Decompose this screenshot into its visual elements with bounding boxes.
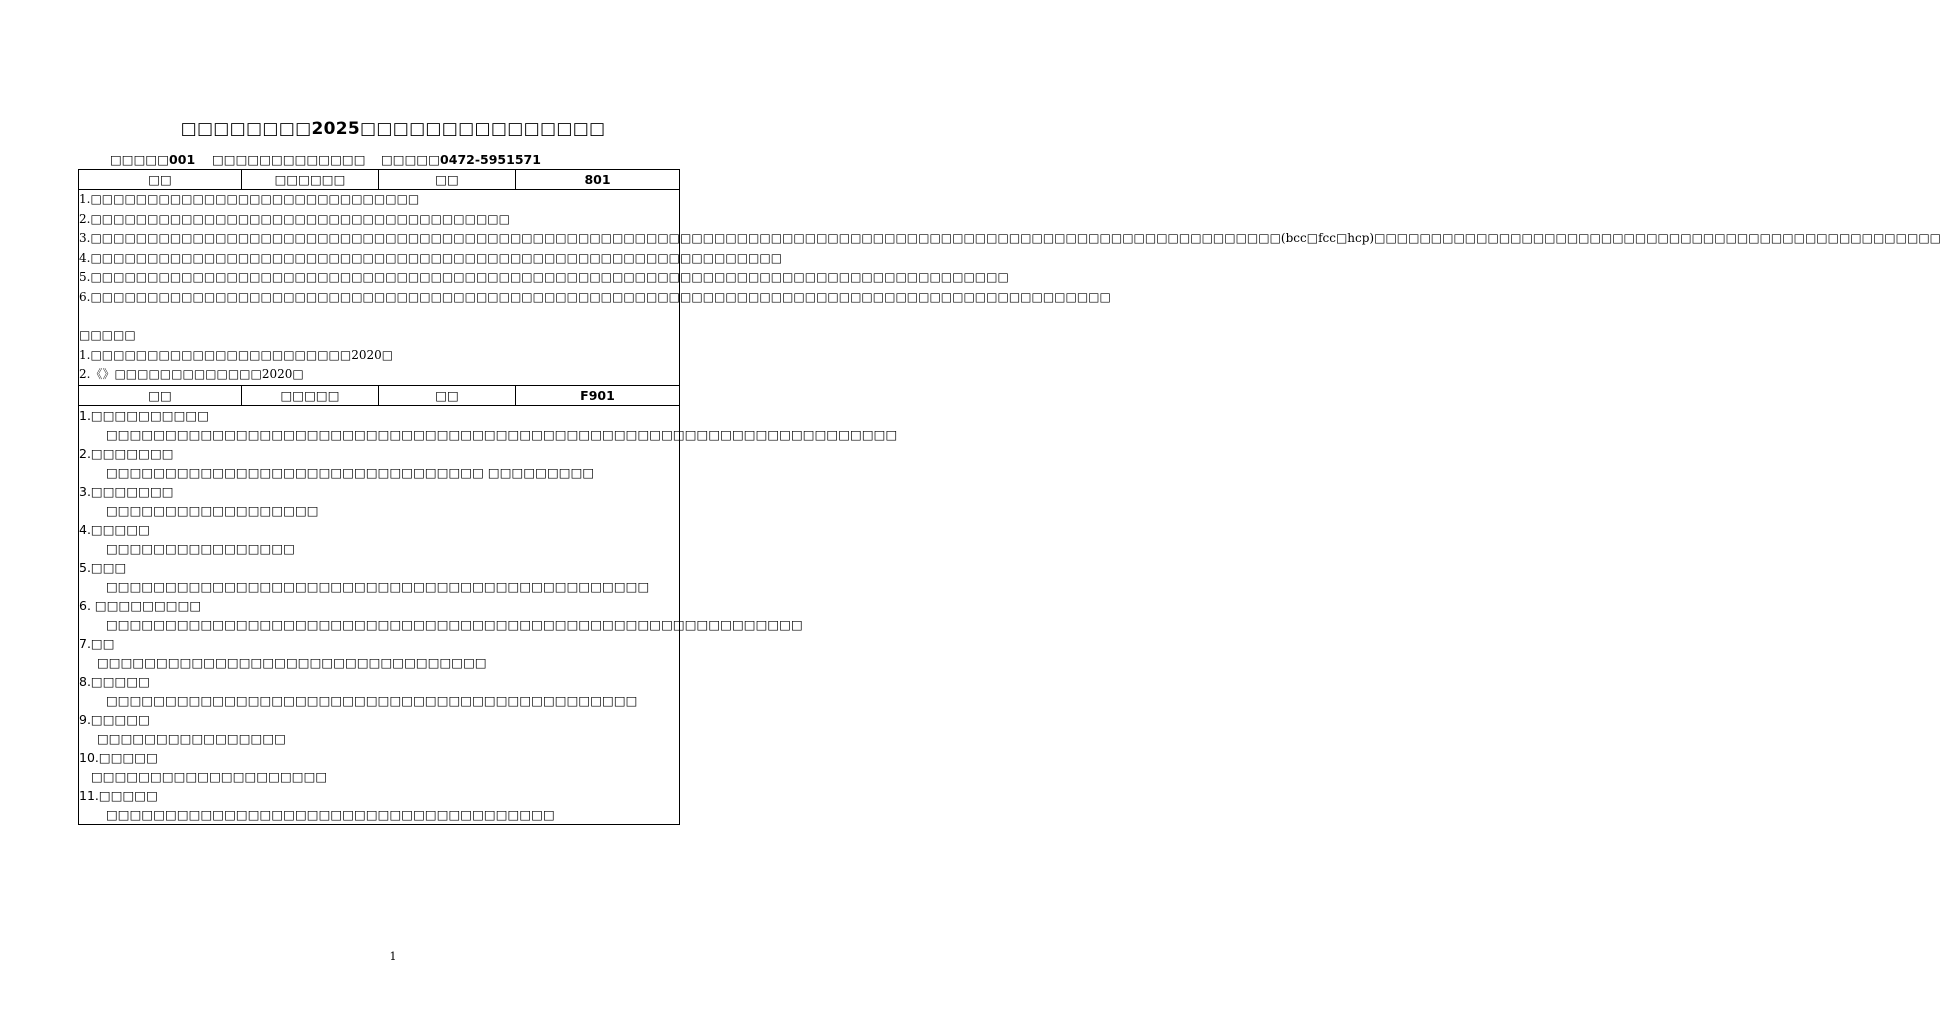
section-body: □□□□□□□□□□□□□□□□□□□□□□□□□□□□□□□□□□□□□□□□□□□□□□□□□□□□□□□□□□□ [106,616,803,632]
section-heading: 2.□□□□□□□ [79,445,174,461]
section-body: □□□□□□□□□□□□□□□□□□□□□□□□□□□□□□□□□□□□□□ [106,806,555,822]
section-body: □□□□□□□□□□□□□□□□□□□□□□□□□□□□□□□□□□□□□□□□□□□□□□□□□□□□□□□□□□□□□□□□□□□ [106,426,898,442]
section-heading: 3.□□□□□□□ [79,483,174,499]
exam1-content [79,190,1941,386]
exam1-code: 801 [516,170,680,190]
syllabus-item-3: 3.□□□□□□□□□□□□□□□□□□□□□□□□□□□□□□□□□□□□□□□□□□□□□□□□□□□□□□□□□□□□□□□□□□□□□□□□□□□□□□□□□□□□□□□□□□□□□□□□□□□□□□□□□(bcc□fcc□hcp)□□□□□□□□□□□□□□□□□□□□□□□□□□□□□□□□□□□□□□□□□□□□□□□□□□ [79,231,1941,245]
exam2-header-row [79,385,680,405]
exam2-value-a: □□□□□ [242,385,379,405]
section-heading: 1.□□□□□□□□□□ [79,407,210,423]
unit-name: □□□□□□□□□□□□□ [212,152,366,167]
document-title: □□□□□□□□2025□□□□□□□□□□□□□□□ [180,119,606,139]
exam1-label-b: □□ [379,170,516,190]
section-body: □□□□□□□□□□□□□□□□□□□□□□□□□□□□□□□□□□□□□□□□□□□□□□ [106,578,650,594]
syllabus-item-1: 1.□□□□□□□□□□□□□□□□□□□□□□□□□□□□□ [79,192,420,206]
section-body: □□□□□□□□□□□□□□□□□□□□□□□□□□□□□□□□ □□□□□□□□□ [106,464,595,480]
syllabus-item-5: 5.□□□□□□□□□□□□□□□□□□□□□□□□□□□□□□□□□□□□□□□□□□□□□□□□□□□□□□□□□□□□□□□□□□□□□□□□□□□□□□□□□ [79,270,1009,284]
exam1-header-row [79,170,680,190]
contact-phone: □□□□□0472-5951571 [381,152,541,167]
syllabus-item-2: 2.□□□□□□□□□□□□□□□□□□□□□□□□□□□□□□□□□□□□□ [79,211,510,226]
reference-item-2: 2.《》□□□□□□□□□□□□□2020□ [79,367,304,381]
section-body: □□□□□□□□□□□□□□□□ [106,540,295,556]
reference-item-1: 1.□□□□□□□□□□□□□□□□□□□□□□□2020□ [79,347,394,362]
section-heading: 7.□□ [79,635,115,651]
section-heading: 8.□□□□□ [79,673,150,689]
unit-code: □□□□□001 [110,152,196,167]
section-heading: 11.□□□□□ [79,787,158,803]
section-heading: 6. □□□□□□□□□ [79,597,202,613]
section-body: □□□□□□□□□□□□□□□□□□□□□□□□□□□□□□□□□□□□□□□□□□□□□ [106,692,638,708]
exam1-label-a: □□ [79,170,242,190]
exam2-content-row [79,405,680,824]
section-body: □□□□□□□□□□□□□□□□□□□□□□□□□□□□□□□□□ [97,654,487,670]
exam-syllabus-table [78,169,1941,825]
exam2-label-a: □□ [79,385,242,405]
exam2-label-b: □□ [379,385,516,405]
exam1-value-a: □□□□□□ [242,170,379,190]
syllabus-item-6: 6.□□□□□□□□□□□□□□□□□□□□□□□□□□□□□□□□□□□□□□□□□□□□□□□□□□□□□□□□□□□□□□□□□□□□□□□□□□□□□□□□□□□□□□□□□□ [79,289,1111,304]
spacer [79,307,679,326]
section-body: □□□□□□□□□□□□□□□□□□ [106,502,319,518]
section-body: □□□□□□□□□□□□□□□□□□□□ [91,768,328,784]
section-body: □□□□□□□□□□□□□□□□ [97,730,286,746]
syllabus-item-4: 4.□□□□□□□□□□□□□□□□□□□□□□□□□□□□□□□□□□□□□□□□□□□□□□□□□□□□□□□□□□□□□ [79,250,783,265]
exam2-content [79,405,898,824]
page-number: 1 [389,950,397,963]
section-heading: 9.□□□□□ [79,711,150,727]
section-heading: 10.□□□□□ [79,749,158,765]
exam1-content-row [79,190,680,386]
exam2-code: F901 [516,385,680,405]
section-heading: 5.□□□ [79,559,127,575]
references-heading: □□□□□ [79,328,136,342]
section-heading: 4.□□□□□ [79,521,150,537]
